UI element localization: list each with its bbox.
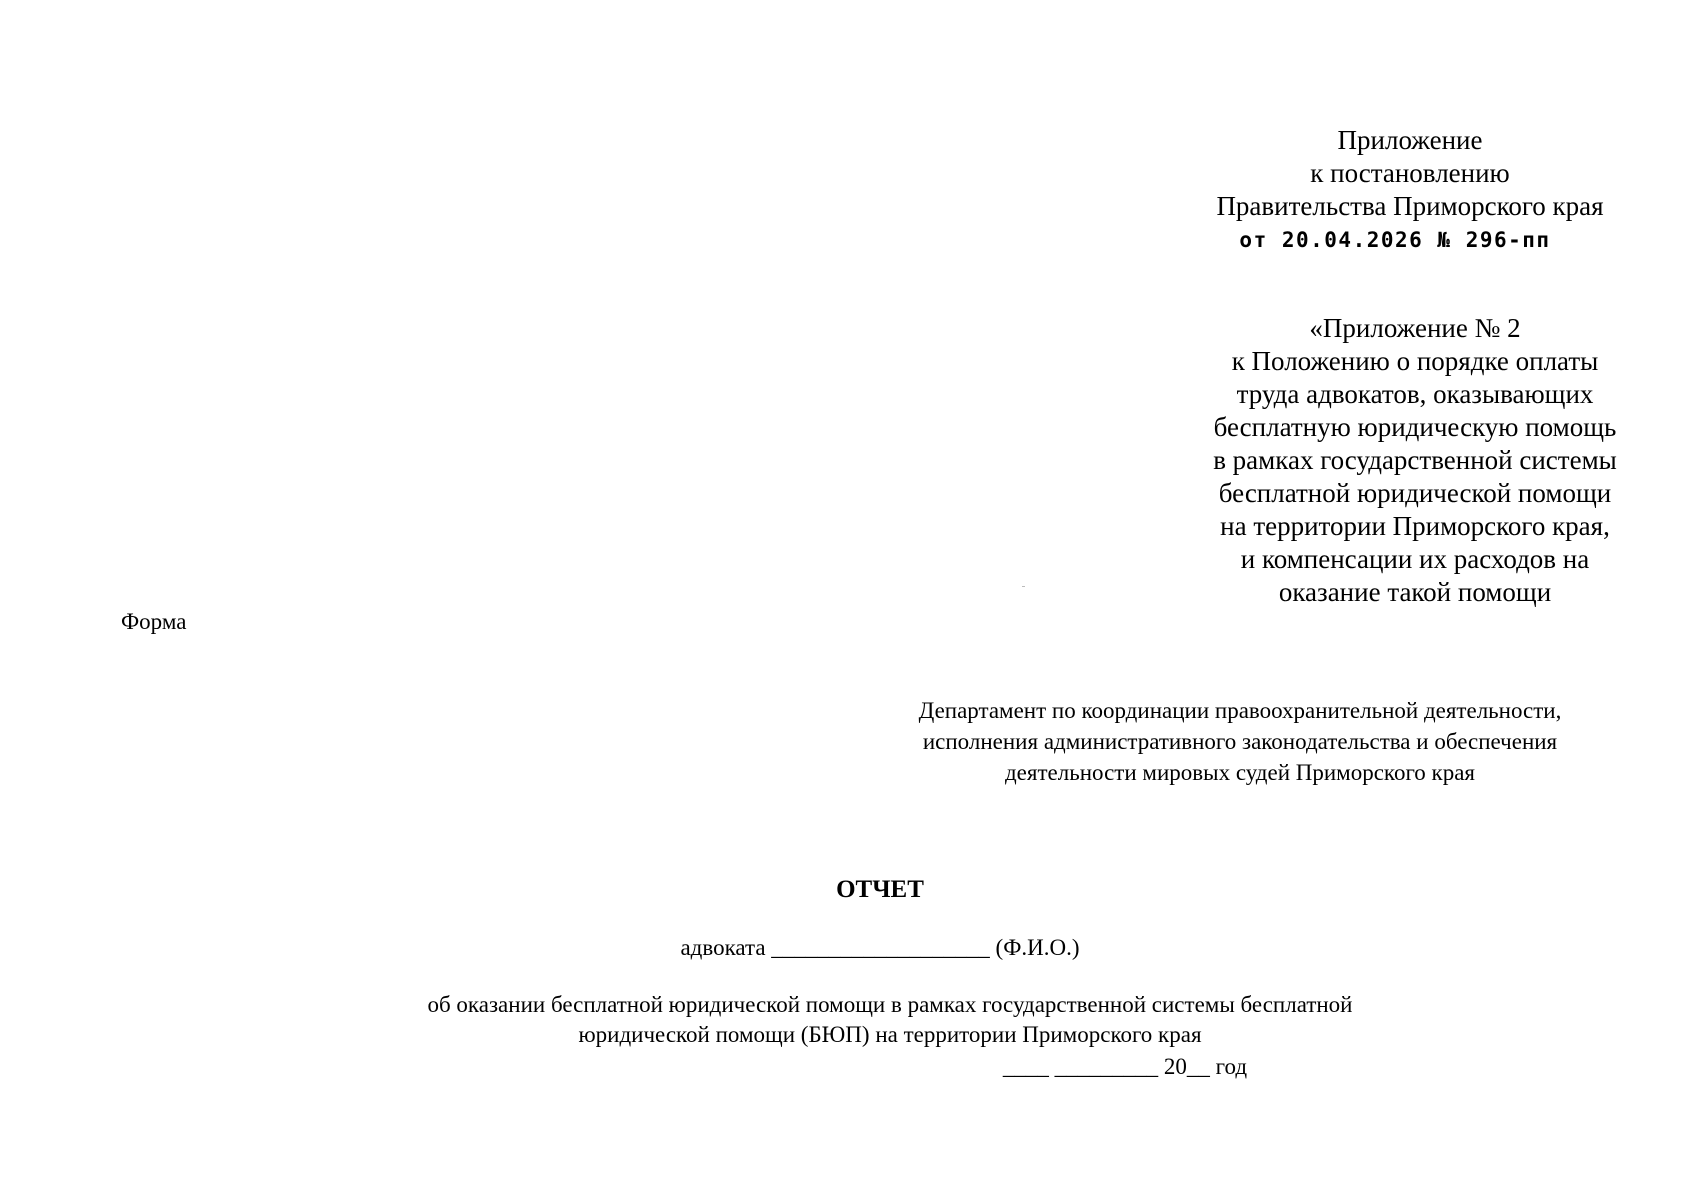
department-line: исполнения административного законодательства и обеспечения bbox=[922, 729, 1558, 754]
appendix-line: «Приложение № 2 bbox=[1309, 313, 1521, 343]
header-line-resolution: к постановлению bbox=[1310, 158, 1510, 188]
appendix-line: к Положению о порядке оплаты bbox=[1231, 346, 1599, 376]
department-line: Департамент по координации правоохранительной деятельности, bbox=[918, 698, 1562, 723]
appendix-line: оказание такой помощи bbox=[1278, 577, 1552, 607]
appendix-line: на территории Приморского края, bbox=[1220, 511, 1610, 541]
department-block bbox=[880, 695, 1600, 788]
header-line-government: Правительства Приморского края bbox=[1216, 191, 1604, 221]
report-subject bbox=[290, 990, 1490, 1050]
header-line-appendix: Приложение bbox=[1337, 125, 1483, 155]
appendix-line: бесплатной юридической помощи bbox=[1218, 478, 1612, 508]
report-subject-line: юридической помощи (БЮП) на территории Приморского края bbox=[578, 1022, 1202, 1047]
advocate-name-line: адвоката ___________________ (Ф.И.О.) bbox=[680, 935, 1080, 960]
report-title: ОТЧЕТ bbox=[836, 876, 924, 903]
report-subject-line: об оказании бесплатной юридической помощи в рамках государственной системы бесплатной bbox=[427, 992, 1353, 1017]
appendix-block bbox=[1165, 312, 1665, 609]
form-label: Форма bbox=[121, 609, 187, 634]
appendix-line: и компенсации их расходов на bbox=[1240, 544, 1590, 574]
scan-speck bbox=[1022, 586, 1025, 587]
appendix-line: бесплатную юридическую помощь bbox=[1213, 412, 1617, 442]
appendix-line: в рамках государственной системы bbox=[1213, 445, 1617, 475]
department-line: деятельности мировых судей Приморского края bbox=[1004, 760, 1476, 785]
document-header bbox=[1160, 124, 1660, 257]
report-date-line: ____ _________ 20__ год bbox=[1002, 1054, 1248, 1079]
header-date-number-stamp: от 20.04.2026 № 296-пп bbox=[1239, 228, 1551, 252]
appendix-line: труда адвокатов, оказывающих bbox=[1236, 379, 1594, 409]
